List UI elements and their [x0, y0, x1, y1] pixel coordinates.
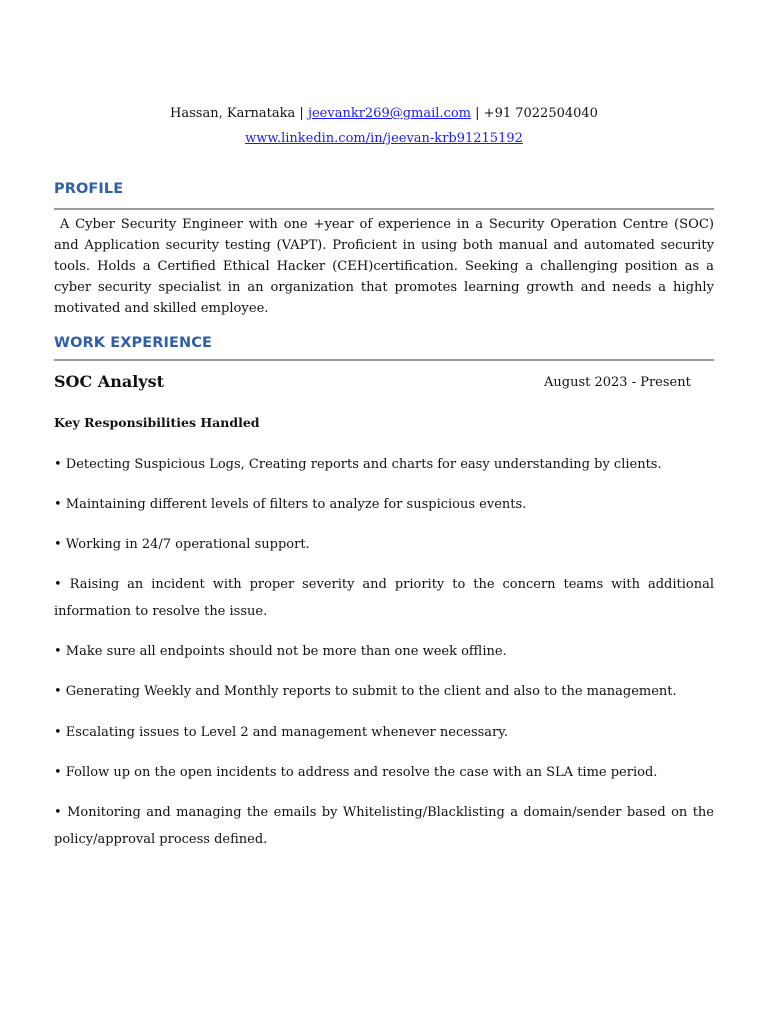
job-title: SOC Analyst [54, 372, 164, 391]
responsibility-item: • Escalating issues to Level 2 and management whenever necessary. [54, 725, 509, 740]
responsibility-item: • Monitoring and managing the emails by Whitelisting/Blacklisting a domain/sender based on the policy/approval process defined. [54, 805, 714, 847]
email-link[interactable]: jeevankr269@gmail.com [307, 106, 472, 121]
responsibility-item: • Make sure all endpoints should not be more than one week offline. [54, 644, 507, 659]
responsibility-item: • Raising an incident with proper severity and priority to the concern teams with additional information to resolve the issue. [54, 577, 714, 619]
responsibilities-heading: Key Responsibilities Handled [54, 415, 260, 430]
contact-line [0, 104, 768, 124]
work-experience-heading: WORK EXPERIENCE [54, 335, 213, 351]
responsibility-item: • Follow up on the open incidents to address and resolve the case with an SLA time period. [54, 765, 658, 780]
profile-summary: A Cyber Security Engineer with one +year of experience in a Security Operation Centre (SOC) and Application security testing (VAPT). Proficient in using both manual and automated security tools. Holds a Certified Ethical Hacker (CEH)certification. Seeking a challenging position as a cyber security specialist in an organization that promotes learning growth and needs a highly motivated and skilled employee. [54, 217, 719, 316]
phone-text: +91 7022504040 [483, 106, 598, 121]
profile-divider [54, 208, 714, 210]
linkedin-link[interactable]: www.linkedin.com/in/jeevan-krb91215192 [245, 131, 523, 146]
linkedin-line [0, 129, 768, 149]
job-dates: August 2023 - Present [544, 375, 691, 390]
location-text: Hassan, Karnataka [170, 106, 296, 121]
responsibility-item: • Maintaining different levels of filters to analyze for suspicious events. [54, 497, 527, 512]
responsibility-item: • Working in 24/7 operational support. [54, 537, 310, 552]
responsibility-item: • Detecting Suspicious Logs, Creating reports and charts for easy understanding by clients. [54, 457, 662, 472]
contact-separator: | [471, 106, 484, 121]
profile-heading: PROFILE [54, 181, 124, 197]
responsibility-item: • Generating Weekly and Monthly reports to submit to the client and also to the management. [54, 684, 677, 699]
work-experience-divider [54, 359, 714, 361]
contact-separator: | [295, 106, 308, 121]
